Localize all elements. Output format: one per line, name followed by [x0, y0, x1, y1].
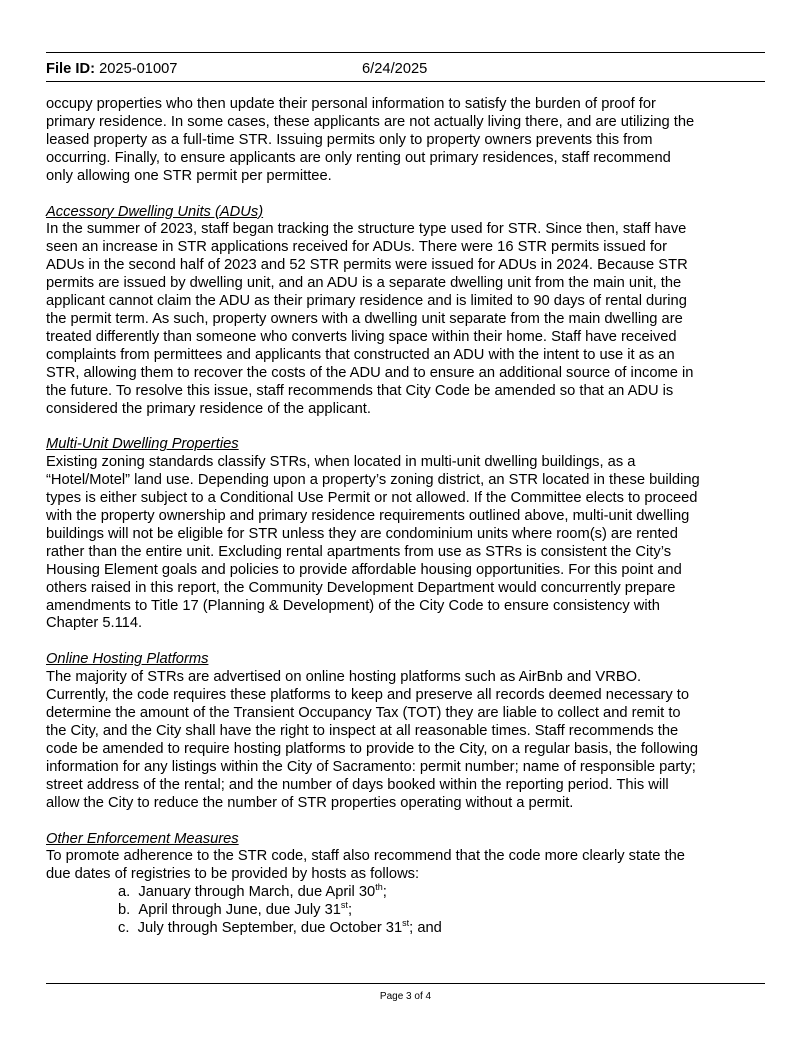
text-line: allow the City to reduce the number of STR properties operating without a permit. — [46, 794, 574, 811]
text-line: the permit term. As such, property owners with a dwelling unit separate from the main dwelling are — [46, 310, 683, 327]
list-superscript: th — [375, 882, 383, 893]
section-heading — [46, 204, 766, 222]
text-line: “Hotel/Motel” land use. Depending upon a property’s zoning district, an STR located in these building — [46, 472, 700, 489]
section-heading-text: Other Enforcement Measures — [46, 830, 239, 847]
header-bottom-rule — [46, 81, 765, 82]
file-id-label: File ID: — [46, 61, 95, 77]
text-line: permits are issued by dwelling unit, and an ADU is a separate dwelling unit from the main unit, the — [46, 275, 682, 292]
list-text: July through September, due October 31 — [137, 920, 403, 937]
text-line: only allowing one STR permit per permittee. — [46, 167, 332, 184]
section-heading-text: Accessory Dwelling Units (ADUs) — [46, 203, 264, 220]
list-tail: ; — [347, 902, 353, 919]
text-line: others raised in this report, the Community Development Department would concurrently prepare — [46, 579, 676, 596]
file-id-value: 2025-01007 — [99, 61, 178, 77]
text-line: STR, allowing them to recover the costs of the ADU and to ensure an additional source of income in — [46, 364, 694, 381]
section-heading-text: Online Hosting Platforms — [46, 651, 209, 668]
text-line: the future. To resolve this issue, staff recommends that City Code be amended so that an ADU is — [46, 382, 674, 399]
list-superscript: st — [340, 900, 348, 911]
list-tail: ; and — [409, 920, 442, 937]
section — [46, 204, 766, 419]
text-line: due dates of registries to be provided by hosts as follows: — [46, 866, 420, 883]
list-superscript: st — [402, 918, 410, 929]
section — [46, 831, 766, 885]
text-line: occurring. Finally, to ensure applicants are only renting out primary residences, staff recommend — [46, 149, 671, 166]
text-line: Chapter 5.114. — [46, 615, 143, 632]
text-line: seen an increase in STR applications received for ADUs. There were 16 STR permits issued for — [46, 239, 667, 256]
text-line: information for any listings within the City of Sacramento: permit number; name of responsible party; — [46, 758, 696, 775]
text-line: considered the primary residence of the applicant. — [46, 400, 371, 417]
text-line: with the property ownership and primary residence requirements outlined above, multi-unit dwelling — [46, 508, 690, 525]
section — [46, 436, 766, 633]
document-body — [46, 96, 766, 938]
text-line: In the summer of 2023, staff began tracking the structure type used for STR. Since then, staff have — [46, 221, 687, 238]
text-line: the City, and the City shall have the right to inspect at all reasonable times. Staff recommends the — [46, 723, 679, 739]
text-line: Housing Element goals and policies to provide affordable housing opportunities. For this point and — [46, 561, 682, 578]
text-line: To promote adherence to the STR code, staff also recommend that the code more clearly state the — [46, 848, 685, 865]
header-top-rule — [46, 52, 765, 53]
text-line: ADUs in the second half of 2023 and 52 STR permits were issued for ADUs in 2024. Because STR — [46, 257, 688, 274]
sections-container — [46, 204, 766, 885]
list-tail: ; — [382, 884, 387, 901]
list-text: January through March, due April 30 — [138, 884, 376, 901]
text-line: primary residence. In some cases, these applicants are not actually living there, and are utilizing the — [46, 113, 695, 130]
text-line: complaints from permittees and applicants that constructed an ADU with the intent to use it as an — [46, 346, 675, 363]
section — [46, 651, 766, 812]
text-line: occupy properties who then update their personal information to satisfy the burden of proof for — [46, 96, 656, 112]
section-heading — [46, 831, 766, 849]
list-marker: a. — [118, 884, 131, 901]
footer-rule — [46, 983, 765, 984]
header-date: 6/24/2025 — [362, 61, 428, 77]
text-line: types is either subject to a Conditional Use Permit or not allowed. If the Committee elects to proceed — [46, 490, 698, 507]
text-line: applicant cannot claim the ADU as their primary residence and is limited to 90 days of rental during — [46, 293, 687, 310]
list-item — [46, 920, 766, 938]
text-line: determine the amount of the Transient Occupancy Tax (TOT) they are liable to collect and remit to — [46, 705, 681, 722]
text-line: code be amended to require hosting platforms to provide to the City, on a regular basis, the following — [46, 740, 699, 757]
text-line: Currently, the code requires these platforms to keep and preserve all records deemed necessary to — [46, 687, 690, 704]
text-line: amendments to Title 17 (Planning & Development) of the City Code to ensure consistency with — [46, 597, 660, 614]
due-dates-list — [46, 884, 766, 938]
page-number: Page 3 of 4 — [379, 991, 432, 1002]
file-id-header — [46, 60, 177, 78]
section-heading — [46, 651, 766, 669]
list-item — [46, 884, 766, 902]
text-line: rather than the entire unit. Excluding rental apartments from use as STRs is consistent the City’s — [46, 543, 672, 560]
list-text: April through June, due July 31 — [138, 902, 341, 919]
text-line: buildings will not be eligible for STR unless they are condominium units where room(s) are rented — [46, 525, 678, 542]
section-heading — [46, 436, 766, 454]
list-marker: b. — [118, 902, 131, 919]
text-line: Existing zoning standards classify STRs, when located in multi-unit dwelling buildings, as a — [46, 454, 636, 471]
list-marker: c. — [118, 920, 130, 937]
section-heading-text: Multi-Unit Dwelling Properties — [46, 436, 239, 453]
text-line: street address of the rental; and the number of days booked within the reporting period. This will — [46, 776, 669, 793]
text-line: treated differently than someone who converts living space within their home. Staff have received — [46, 328, 677, 345]
intro-paragraph — [46, 96, 766, 186]
text-line: The majority of STRs are advertised on online hosting platforms such as AirBnb and VRBO. — [46, 669, 642, 686]
text-line: leased property as a full-time STR. Issuing permits only to property owners prevents this from — [46, 131, 653, 148]
